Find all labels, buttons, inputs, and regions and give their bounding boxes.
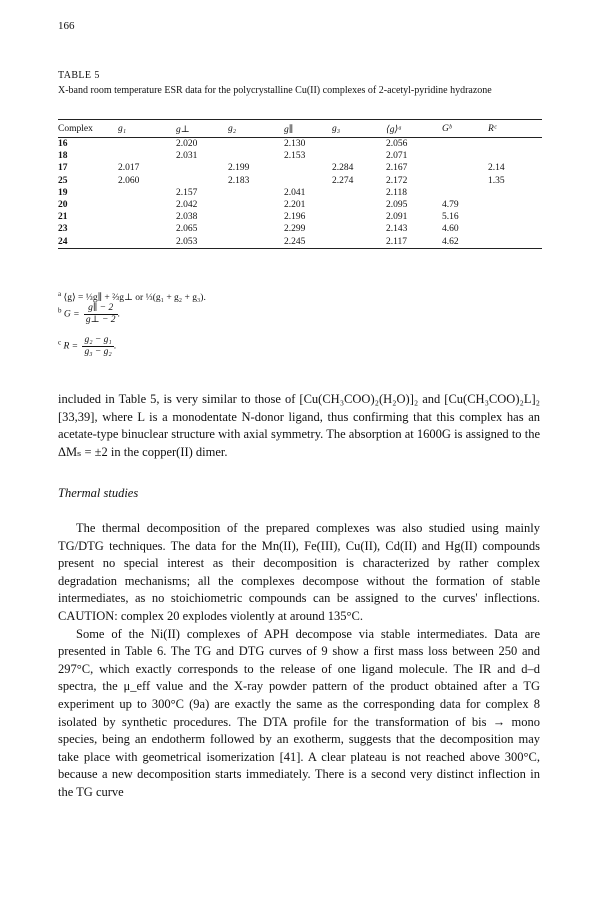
table-row [58,223,542,235]
table-cell: 2.017 [118,163,140,174]
table-cell: 2.299 [284,224,306,235]
footnote-b-fraction [84,303,118,326]
table-cell: 1.35 [488,175,505,186]
footnote-c-fraction [82,335,113,358]
table-cell [442,150,488,162]
table-cell: 2.071 [386,151,408,162]
complex-id-cell: 25 [58,175,68,186]
table-cell [118,187,176,199]
table-cell [176,175,228,187]
table-cell [118,199,176,211]
table-cell: 2.196 [284,212,306,223]
complex-id-cell: 19 [58,187,68,198]
table-row [58,236,542,249]
paragraph-text: The thermal decomposition of the prepared complexes was also studied using mainly TG/DTG techniques. The data for the Mn(II), Fe(III), Cu(II), Cd(II) and Hg(II) compounds present no special interest as their decomposition is characterized by rather complex degradation mechanisms; all the complexes decompose without the formation of stable intermediates, as no stoichiometric compounds can be assigned to the curves' inflections. CAUTION: complex 20 explodes violently at around 135°C. [58,521,540,623]
table-row [58,162,542,174]
table-cell [118,223,176,235]
footnote-c-prefix: R = [63,341,79,352]
table-cell [488,150,542,162]
table-cell [488,236,542,249]
table-cell: 2.183 [228,175,250,186]
table-cell [228,223,284,235]
table-cell [332,138,386,151]
table-cell: 4.62 [442,236,459,247]
footnote-b-prefix: G = [63,309,80,320]
section-heading: Thermal studies [58,486,139,500]
table-cell: 2.117 [386,236,408,247]
table-row [58,199,542,211]
table-cell [442,187,488,199]
table-cell [176,162,228,174]
table-cell [488,199,542,211]
column-header: ⟨g⟩ᵃ [386,124,402,135]
table-cell: 2.201 [284,200,306,211]
footnote-c-numerator: g₂ − g₁ [84,335,112,345]
table-cell [228,187,284,199]
footnote-c: $^c$ R = $\frac{\text{g₂ − g₁}}{\text{g₃ − g₂}}$ . [58,335,117,357]
table-cell: 4.79 [442,200,459,211]
complex-id-cell: 20 [58,200,68,211]
page-number: 166 [58,20,75,32]
complex-id-cell: 17 [58,163,68,174]
table-cell: 2.060 [118,175,140,186]
table-cell [118,138,176,151]
paragraph-text: Some of the Ni(II) complexes of APH decompose via stable intermediates. Data are presented in Table 6. The TG and DTG curves of 9 show a first mass loss between 250 and 297°C, which exactly corresponds to the release of one ligand molecule. The IR and d–d spectra, the μ_eff value and the X-ray powder pattern of the product obtained after a TG experiment up to 300°C (9a) are exactly the same as the corresponding data for complex 8 isolated by synthetic procedures. The DTA profile for the transformation of bis → mono species, being an endotherm followed by an exotherm, suggests that the decomposition may take place with geometrical isomerization [41]. A clear plateau is not reached above 300°C, because a new decomposition starts immediately. There is a second very distinct inflection in the TG curve [58,626,540,799]
table-cell: 2.038 [176,212,198,223]
table-cell: 2.199 [228,163,250,174]
table-cell [332,236,386,249]
table-cell: 2.031 [176,151,198,162]
table-cell [228,138,284,151]
table-cell [228,150,284,162]
table-cell: 2.041 [284,187,306,198]
table-cell [284,175,332,187]
footnote-b-numerator: g∥ − 2 [84,303,118,315]
table-cell [228,211,284,223]
table-header-row [58,120,542,138]
table-cell [488,187,542,199]
table-cell [118,236,176,249]
footnote-b-denominator: g⊥ − 2 [85,315,116,325]
table-cell: 2.172 [386,175,408,186]
table-cell: 2.042 [176,200,198,211]
footnote-c-denominator: g₃ − g₂ [84,347,112,357]
table-cell: 5.16 [442,212,459,223]
table-caption: X-band room temperature ESR data for the polycrystalline Cu(II) complexes of 2-acetyl-pyridine hydrazone [58,85,492,96]
table-cell: 2.143 [386,224,408,235]
table-cell: 2.167 [386,163,408,174]
complex-id-cell: 18 [58,151,68,162]
table-cell [488,211,542,223]
complex-id-cell: 16 [58,139,68,149]
table-row [58,187,542,199]
column-header: g⊥ [176,124,190,135]
complex-id-cell: 23 [58,224,68,235]
footnote-a-text: ⟨g⟩ = ⅓g∥ + ⅔g⊥ or ⅓(g₁ + g₂ + g₃). [63,293,206,304]
complex-id-cell: 21 [58,212,68,223]
footnote-b: $^b$ G = $\frac{g\parallel - 2}{g\perp - 2}$ . [58,303,120,325]
table-cell: 2.091 [386,212,408,223]
table-cell [118,211,176,223]
table-row [58,150,542,162]
table-cell: 2.118 [386,187,408,198]
column-header: g∥ [284,124,294,135]
table-row [58,211,542,223]
table-cell [332,211,386,223]
table-row [58,138,542,151]
table-cell [442,175,488,187]
body-paragraph-1 [58,391,540,461]
body-paragraph-2 [58,520,540,802]
table-cell [332,150,386,162]
table-cell [488,223,542,235]
complex-id-cell: 24 [58,236,68,247]
table-cell [118,150,176,162]
table-cell: 2.284 [332,163,354,174]
table-cell: 2.153 [284,151,306,162]
table-label: TABLE 5 [58,70,100,81]
table-row [58,175,542,187]
table-cell: 2.053 [176,236,198,247]
table-cell [488,138,542,151]
column-header: g₁ [118,124,127,134]
table-cell: 2.056 [386,139,408,149]
table-cell: 2.020 [176,139,198,149]
table-cell [332,199,386,211]
table-cell [332,187,386,199]
table-cell: 2.274 [332,175,354,186]
column-header: Rᶜ [488,124,497,134]
table-cell [332,223,386,235]
table-cell [442,162,488,174]
paragraph-text: included in Table 5, is very similar to those of [Cu(CH₃COO)₂(H₂O)]₂ and [Cu(CH₃COO)₂L]₂ [33,39], where L is a monodentate N-donor ligand, thus confirming that this complex has an acetate-type binuclear structure with axial symmetry. The absorption at 1600G is assigned to the ΔMₛ = ±2 in the copper(II) dimer. [58,392,540,459]
footnote-a: $^a$ ⟨g⟩ = ⅓g∥ + ⅔g⊥ or ⅓(g₁ + g₂ + g₃). [58,290,206,304]
table-cell [228,236,284,249]
table-cell: 2.157 [176,187,198,198]
column-header: g₃ [332,124,341,134]
table-cell: 2.245 [284,236,306,247]
table-cell: 4.60 [442,224,459,235]
column-header: Gᵇ [442,124,452,134]
table-cell: 2.14 [488,163,505,174]
table-cell: 2.065 [176,224,198,235]
table-cell [442,138,488,151]
table-cell: 2.130 [284,139,306,149]
table-cell [228,199,284,211]
table-cell [284,162,332,174]
esr-data-table [58,119,542,249]
column-header: g₂ [228,124,237,134]
column-header: Complex [58,124,93,134]
table-cell: 2.095 [386,200,408,211]
